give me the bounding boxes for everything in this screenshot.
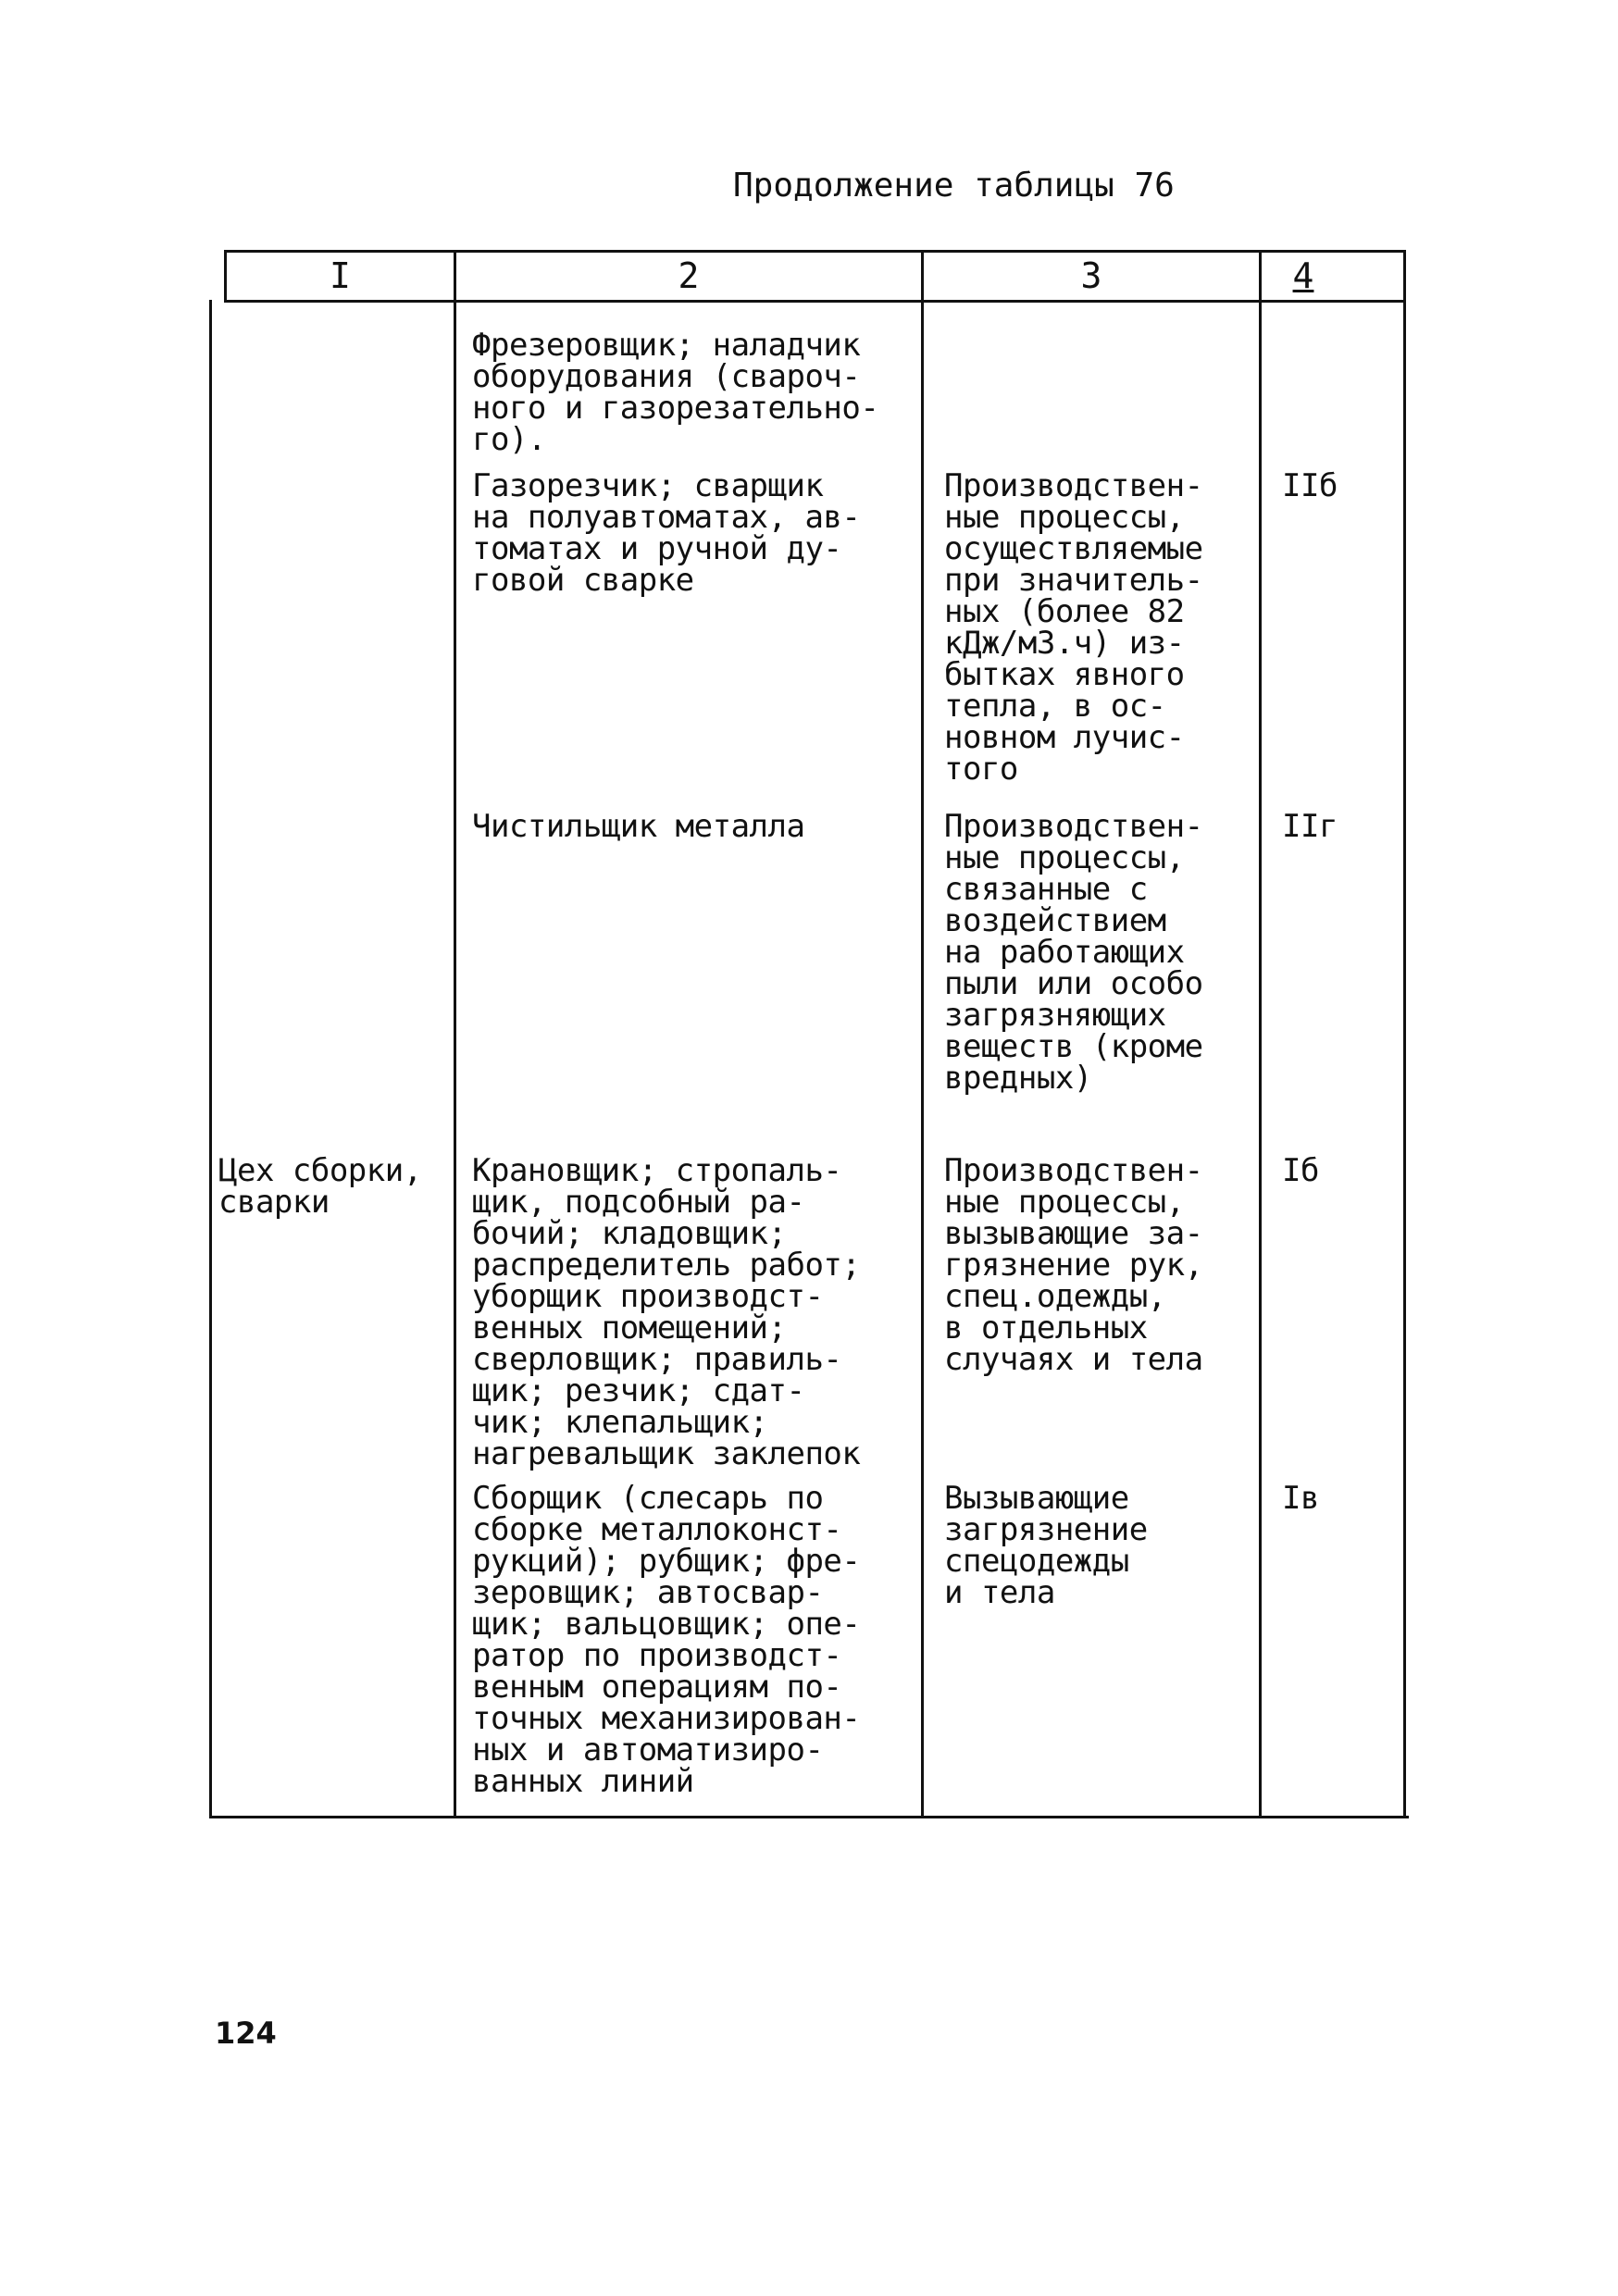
row-3-col-4: IIг	[1282, 808, 1338, 845]
table-caption: Продолжение таблицы 76	[733, 167, 1175, 205]
row-3-col-2: Чистильщик металла	[472, 808, 805, 845]
header-col-1: I	[330, 255, 351, 296]
row-4-col-1: Цех сборки, сварки	[218, 1152, 422, 1221]
table-bottom-border	[209, 1816, 1409, 1818]
header-col-4: 4	[1292, 255, 1314, 296]
row-2-col-4: IIб	[1282, 467, 1338, 504]
table-col-divider-2	[921, 250, 924, 1818]
table-col-divider-1	[454, 250, 456, 1818]
table-col-divider-3	[1259, 250, 1262, 1818]
row-5-col-2: Сборщик (слесарь по сборке металлоконст- рукций); рубщик; фре- зеровщик; автосвар- щик; вальцовщик; опе- ратор по производст- венным операциям по- точных механизирован- ных и автоматизиро- ванных линий	[472, 1480, 861, 1800]
table-top-border	[224, 250, 1405, 253]
row-1-col-2: Фрезеровщик; наладчик оборудования (свароч- ного и газорезательно- го).	[472, 327, 879, 458]
page-number: 124	[215, 2016, 277, 2051]
row-4-col-4: Iб	[1282, 1152, 1319, 1189]
header-col-3: 3	[1080, 255, 1102, 296]
row-5-col-3: Вызывающие загрязнение спецодежды и тела	[944, 1480, 1148, 1611]
table-header-separator	[224, 300, 1405, 303]
row-2-col-2: Газорезчик; сварщик на полуавтоматах, ав- томатах и ручной ду- говой сварке	[472, 467, 861, 599]
table-left-border-body	[209, 300, 212, 1818]
row-4-col-2: Крановщик; стропаль- щик, подсобный ра- бочий; кладовщик; распределитель работ; уборщик производст- венных помещений; сверловщик; правиль- щик; резчик; сдат- чик; клепальщик; нагревальщик заклепок	[472, 1152, 861, 1472]
row-2-col-3: Производствен- ные процессы, осуществляемые при значитель- ных (более 82 кДж/м3.ч) из- бытках явного тепла, в ос- новном лучис- того	[944, 467, 1203, 788]
row-4-col-3: Производствен- ные процессы, вызывающие за- грязнение рук, спец.одежды, в отдельных случаях и тела	[944, 1152, 1203, 1378]
row-3-col-3: Производствен- ные процессы, связанные с воздействием на работающих пыли или особо загрязняющих веществ (кроме вредных)	[944, 808, 1203, 1097]
row-5-col-4: Iв	[1282, 1480, 1319, 1517]
header-col-2: 2	[678, 255, 700, 296]
table-right-border	[1403, 250, 1406, 1818]
